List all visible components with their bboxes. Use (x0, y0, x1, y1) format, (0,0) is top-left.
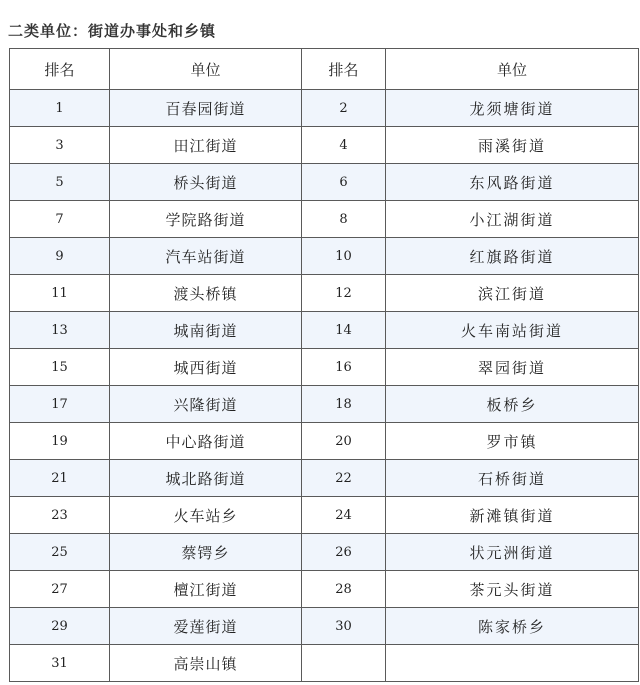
unit-cell: 翠园街道 (386, 349, 639, 386)
page-heading: 二类单位：街道办事处和乡镇 (8, 22, 217, 40)
table-row (10, 164, 639, 201)
rank-cell: 6 (302, 164, 386, 201)
column-header-unit: 单位 (386, 49, 639, 90)
unit-cell: 雨溪街道 (386, 127, 639, 164)
unit-cell: 茶元头街道 (386, 571, 639, 608)
rank-cell (302, 645, 386, 682)
table-header-row (10, 49, 639, 90)
rank-cell: 12 (302, 275, 386, 312)
rank-cell: 10 (302, 238, 386, 275)
table-row (10, 571, 639, 608)
unit-cell: 兴隆街道 (110, 386, 302, 423)
table-row (10, 127, 639, 164)
ranking-table (9, 48, 639, 682)
unit-cell: 石桥街道 (386, 460, 639, 497)
unit-cell: 百春园街道 (110, 90, 302, 127)
column-header-unit: 单位 (110, 49, 302, 90)
unit-cell: 小江湖街道 (386, 201, 639, 238)
unit-cell: 板桥乡 (386, 386, 639, 423)
unit-cell: 汽车站街道 (110, 238, 302, 275)
unit-cell: 田江街道 (110, 127, 302, 164)
table-row (10, 386, 639, 423)
rank-cell: 19 (10, 423, 110, 460)
unit-cell: 城北路街道 (110, 460, 302, 497)
rank-cell: 11 (10, 275, 110, 312)
table-row (10, 423, 639, 460)
unit-cell (386, 645, 639, 682)
unit-cell: 罗市镇 (386, 423, 639, 460)
table-row (10, 312, 639, 349)
table-row (10, 349, 639, 386)
table-row (10, 201, 639, 238)
rank-cell: 16 (302, 349, 386, 386)
table-row (10, 460, 639, 497)
table-row (10, 645, 639, 682)
rank-cell: 25 (10, 534, 110, 571)
rank-cell: 20 (302, 423, 386, 460)
unit-cell: 中心路街道 (110, 423, 302, 460)
rank-cell: 2 (302, 90, 386, 127)
unit-cell: 爱莲街道 (110, 608, 302, 645)
rank-cell: 24 (302, 497, 386, 534)
unit-cell: 学院路街道 (110, 201, 302, 238)
rank-cell: 4 (302, 127, 386, 164)
unit-cell: 陈家桥乡 (386, 608, 639, 645)
rank-cell: 26 (302, 534, 386, 571)
unit-cell: 高崇山镇 (110, 645, 302, 682)
table-row (10, 534, 639, 571)
unit-cell: 檀江街道 (110, 571, 302, 608)
unit-cell: 东风路街道 (386, 164, 639, 201)
rank-cell: 22 (302, 460, 386, 497)
rank-cell: 7 (10, 201, 110, 238)
rank-cell: 28 (302, 571, 386, 608)
table-body (10, 90, 639, 682)
rank-cell: 14 (302, 312, 386, 349)
table-row (10, 90, 639, 127)
rank-cell: 27 (10, 571, 110, 608)
unit-cell: 火车南站街道 (386, 312, 639, 349)
table-row (10, 608, 639, 645)
unit-cell: 滨江街道 (386, 275, 639, 312)
rank-cell: 3 (10, 127, 110, 164)
rank-cell: 18 (302, 386, 386, 423)
unit-cell: 城西街道 (110, 349, 302, 386)
unit-cell: 城南街道 (110, 312, 302, 349)
table-row (10, 238, 639, 275)
rank-cell: 29 (10, 608, 110, 645)
rank-cell: 8 (302, 201, 386, 238)
rank-cell: 23 (10, 497, 110, 534)
rank-cell: 21 (10, 460, 110, 497)
column-header-rank: 排名 (10, 49, 110, 90)
unit-cell: 龙须塘街道 (386, 90, 639, 127)
table-row (10, 497, 639, 534)
unit-cell: 渡头桥镇 (110, 275, 302, 312)
unit-cell: 桥头街道 (110, 164, 302, 201)
unit-cell: 火车站乡 (110, 497, 302, 534)
unit-cell: 红旗路街道 (386, 238, 639, 275)
unit-cell: 蔡锷乡 (110, 534, 302, 571)
rank-cell: 17 (10, 386, 110, 423)
rank-cell: 9 (10, 238, 110, 275)
rank-cell: 1 (10, 90, 110, 127)
unit-cell: 状元洲街道 (386, 534, 639, 571)
rank-cell: 30 (302, 608, 386, 645)
rank-cell: 31 (10, 645, 110, 682)
table-row (10, 275, 639, 312)
unit-cell: 新滩镇街道 (386, 497, 639, 534)
rank-cell: 13 (10, 312, 110, 349)
rank-cell: 5 (10, 164, 110, 201)
column-header-rank: 排名 (302, 49, 386, 90)
rank-cell: 15 (10, 349, 110, 386)
